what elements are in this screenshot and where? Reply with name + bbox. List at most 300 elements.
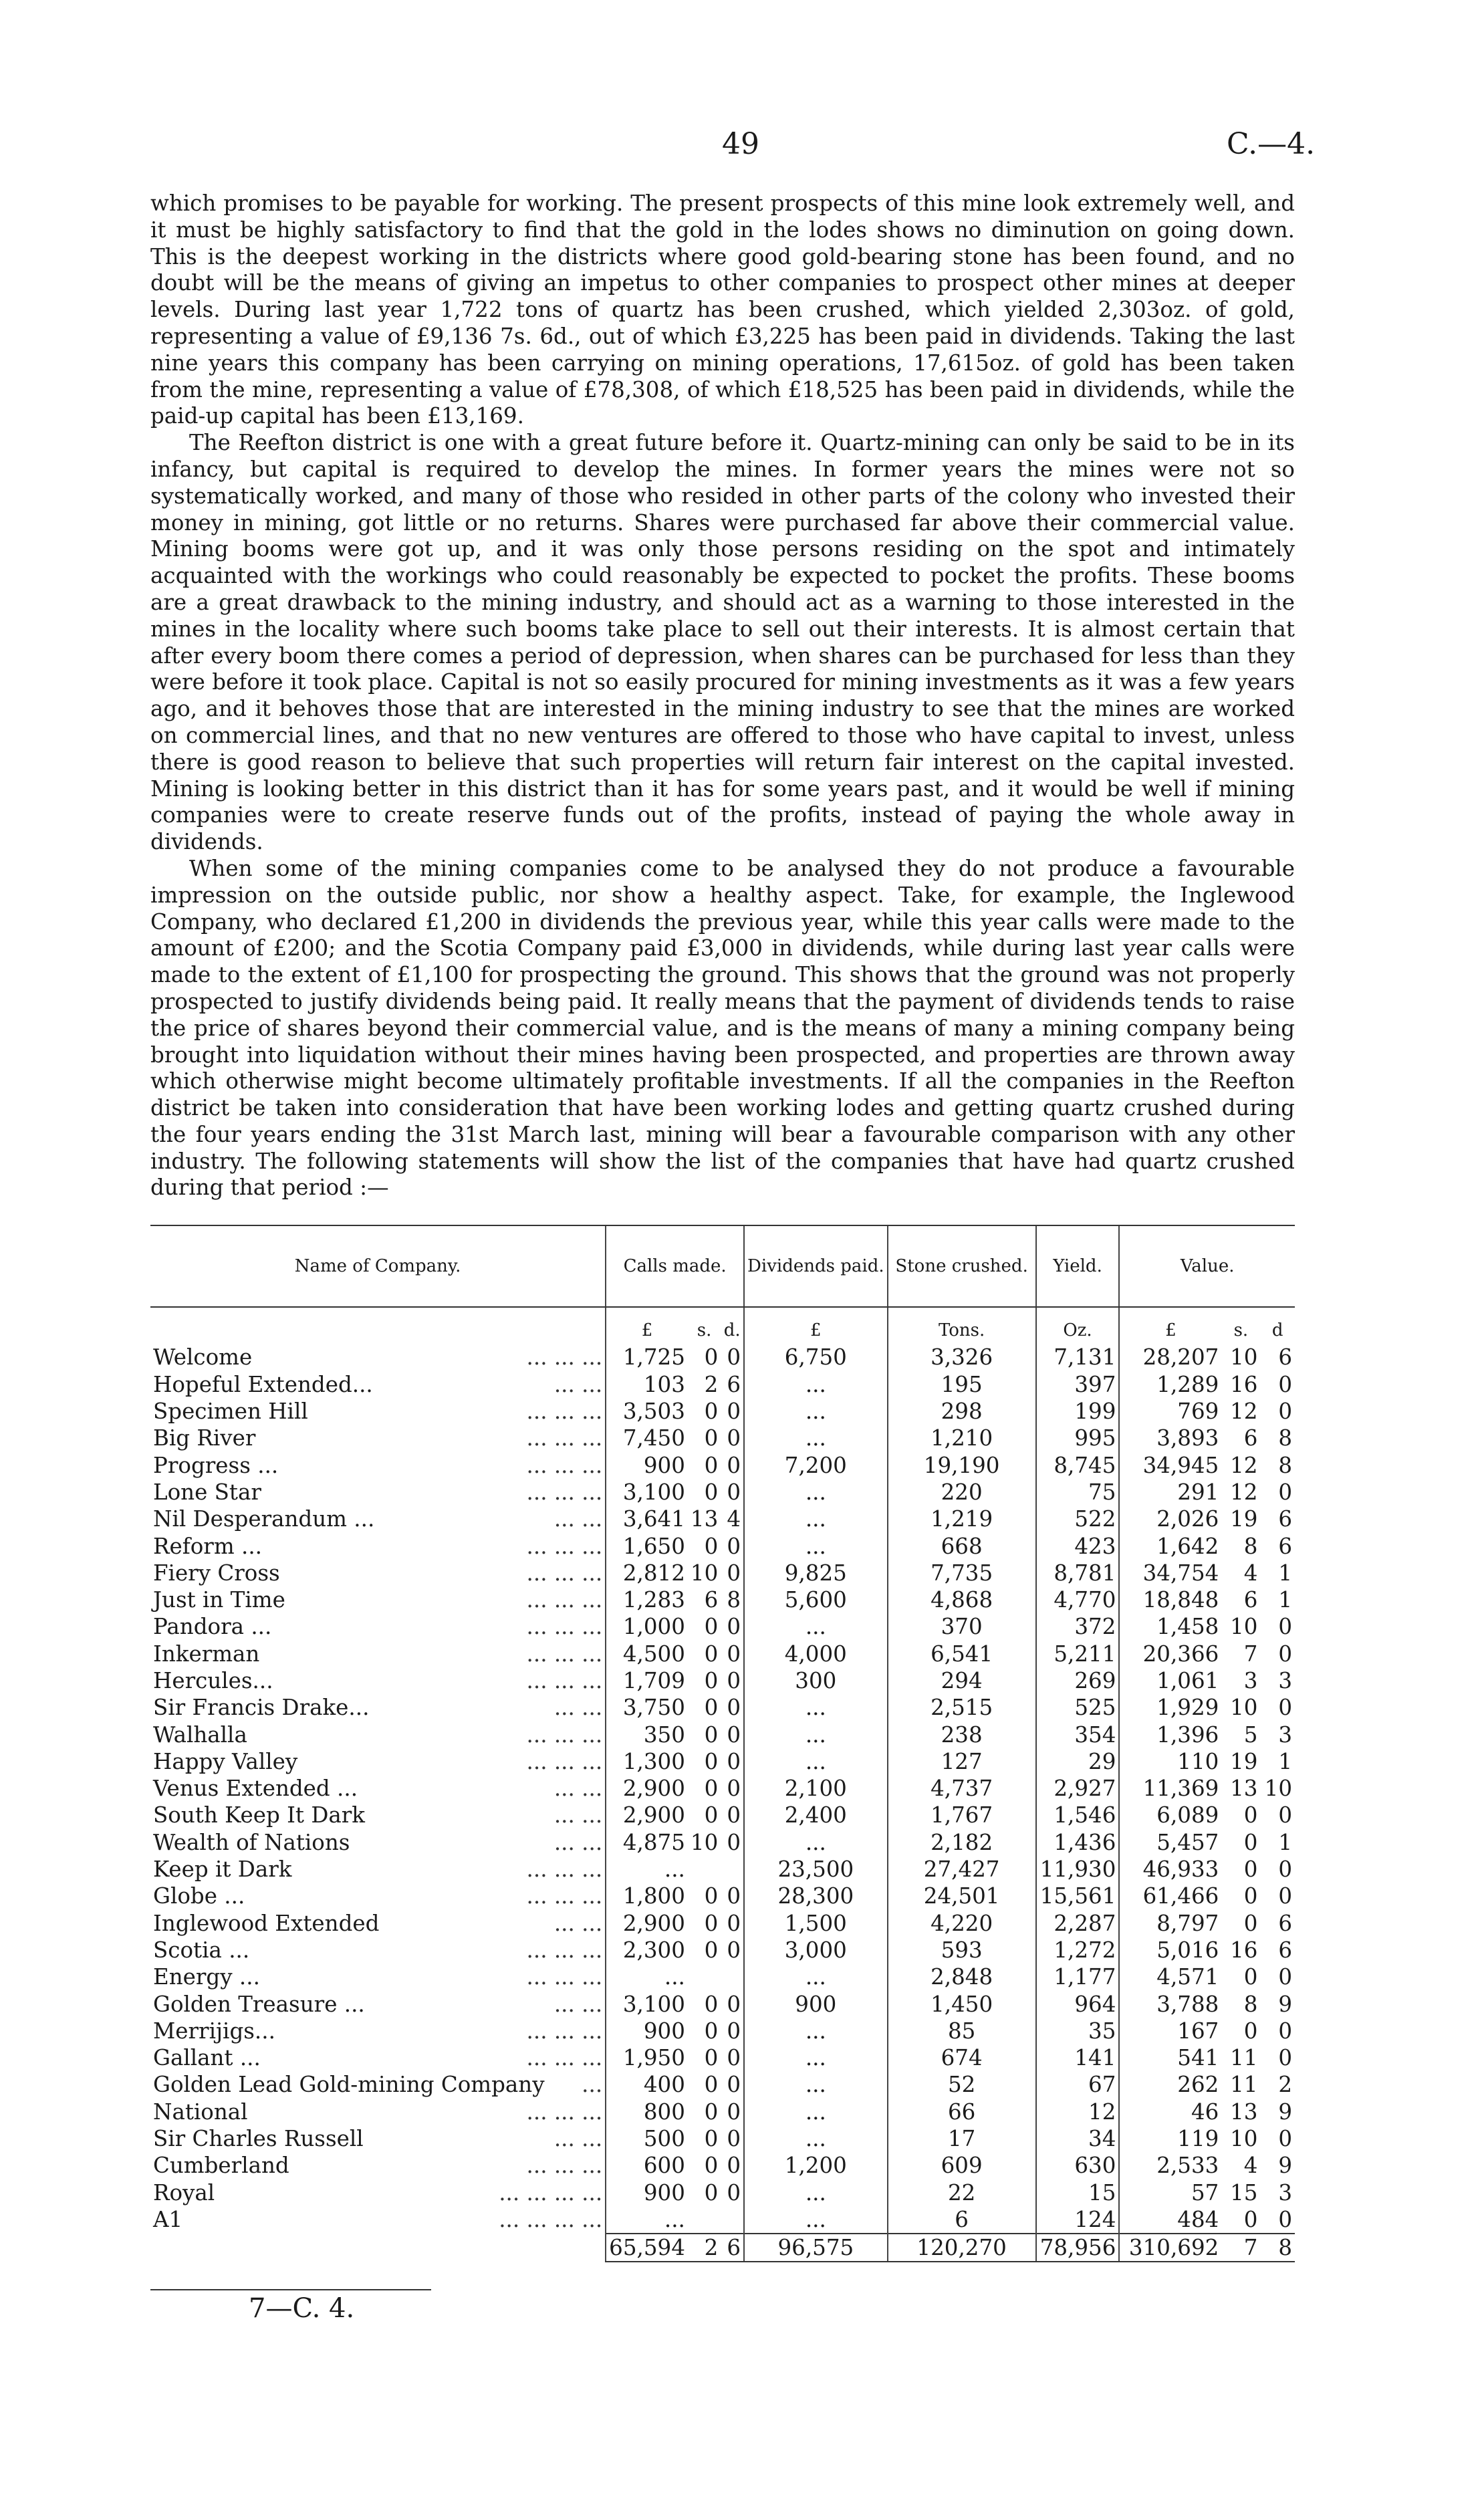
stone-crushed-cell: 1,767 bbox=[888, 1802, 1036, 1828]
company-name: Royal bbox=[153, 2179, 215, 2206]
yield-cell: 630 bbox=[1036, 2152, 1120, 2179]
calls-shillings-cell: 10 bbox=[690, 1560, 719, 1586]
value-pounds-cell: 3,893 bbox=[1119, 1425, 1221, 1451]
calls-pounds-cell: 1,300 bbox=[606, 1748, 688, 1775]
header-stone: Stone crushed. bbox=[888, 1225, 1036, 1307]
calls-pounds-cell: 2,812 bbox=[606, 1560, 688, 1586]
value-pence-cell: 2 bbox=[1278, 2072, 1292, 2098]
stone-crushed-cell: 220 bbox=[888, 1479, 1036, 1506]
company-name: Sir Charles Russell bbox=[153, 2126, 364, 2152]
yield-cell: 67 bbox=[1036, 2071, 1120, 2098]
calls-pence-cell: 0 bbox=[727, 1721, 741, 1748]
value-pence-cell: 3 bbox=[1278, 1721, 1292, 1748]
value-shillings-cell: 19 bbox=[1230, 1748, 1258, 1774]
companies-table bbox=[150, 1225, 1295, 2262]
value-shillings-cell: 6 bbox=[1243, 1587, 1258, 1613]
value-shillings-cell: 4 bbox=[1243, 2153, 1258, 2179]
company-name: South Keep It Dark bbox=[153, 1802, 365, 1828]
yield-cell: 269 bbox=[1036, 1667, 1120, 1694]
value-shillings-cell: 3 bbox=[1243, 1668, 1258, 1693]
paragraph-3: When some of the mining companies come to be analysed they do not produce a favourable impression on the outside public, nor show a healthy aspect. Take, for example, the Inglewood Company, who declared £1,200 in dividends the previous year, while this year calls were made to the amount of £200; and the Scotia Company paid £3,000 in dividends, while during last year calls were made to the extent of £1,100 for prospecting the ground. This shows that the ground was not properly prospected to justify dividends being paid. It really means that the payment of dividends tends to raise the price of shares beyond their commercial value, and is the means of many a mining company being brought into liquidation without their mines having been prospected, and properties are thrown away which otherwise might become ultimately profitable investments. If all the companies in the Reefton district be taken into consideration that have been working lodes and getting quartz crushed during the four years ending the 31st March last, mining will bear a favourable comparison with any other industry. The following statements will show the list of the companies that have had quartz crushed during that period :— bbox=[150, 855, 1295, 1201]
yield-cell: 2,287 bbox=[1036, 1910, 1120, 1937]
yield-cell: 35 bbox=[1036, 2018, 1120, 2044]
value-pence-cell: 9 bbox=[1278, 2099, 1292, 2125]
yield-cell: 995 bbox=[1036, 1425, 1120, 1451]
calls-pence-cell: 0 bbox=[727, 1748, 741, 1774]
stone-crushed-cell: 1,450 bbox=[888, 1990, 1036, 2017]
table-row bbox=[150, 1775, 1295, 1802]
calls-pounds-cell: 1,950 bbox=[606, 2044, 688, 2071]
calls-shillings-cell bbox=[688, 2206, 721, 2234]
company-name-cell bbox=[150, 2071, 606, 2098]
yield-cell: 8,745 bbox=[1036, 1451, 1120, 1478]
dot-leader: ... ... ... bbox=[526, 1937, 603, 1963]
company-name: Walhalla bbox=[153, 1721, 247, 1748]
company-name: Welcome bbox=[153, 1344, 253, 1370]
company-name-cell bbox=[150, 1910, 606, 1937]
dot-leader: ... ... ... bbox=[526, 1452, 603, 1478]
unit-value-pounds: £ bbox=[1119, 1307, 1221, 1344]
dividends-cell: 7,200 bbox=[744, 1451, 888, 1478]
company-name-cell bbox=[150, 1748, 606, 1775]
calls-pence-cell: 0 bbox=[727, 1776, 741, 1802]
value-pounds-cell: 20,366 bbox=[1119, 1641, 1221, 1667]
value-shillings-cell: 12 bbox=[1230, 1399, 1258, 1425]
calls-pounds-cell: 7,450 bbox=[606, 1425, 688, 1451]
value-pence-cell: 0 bbox=[1278, 2206, 1292, 2232]
value-shillings-cell: 0 bbox=[1243, 2018, 1258, 2044]
stone-crushed-cell: 2,182 bbox=[888, 1829, 1036, 1856]
document-code: C.—4. bbox=[1227, 127, 1316, 161]
company-name-cell bbox=[150, 1425, 606, 1451]
company-name-cell bbox=[150, 1721, 606, 1748]
dot-leader: ... ... ... bbox=[526, 1425, 603, 1451]
yield-cell: 522 bbox=[1036, 1506, 1120, 1532]
table-row bbox=[150, 1613, 1295, 1640]
paragraph-1: which promises to be payable for working. The present prospects of this mine look extremely well, and it must be highly satisfactory to find that the gold in the lodes shows no diminution on going down. This is the deepest working in the districts where good gold-bearing stone has been found, and no doubt will be the means of giving an impetus to other companies to prospect other mines at deeper levels. During last year 1,722 tons of quartz has been crushed, which yielded 2,303oz. of gold, representing a value of £9,136 7s. 6d., out of which £3,225 has been paid in dividends. Taking the last nine years this company has been carrying on mining operations, 17,615oz. of gold has been taken from the mine, representing a value of £78,308, of which £18,525 has been paid in dividends, while the paid-up capital has been £13,169. bbox=[150, 191, 1295, 429]
total-value-shillings: 7 bbox=[1221, 2234, 1260, 2262]
calls-shillings-cell: 0 bbox=[704, 1721, 719, 1748]
dot-leader: ... ... ... bbox=[526, 1560, 603, 1586]
value-pence-cell: 0 bbox=[1278, 1399, 1292, 1425]
calls-pounds-cell: ... bbox=[606, 2206, 688, 2234]
calls-pence-cell: 0 bbox=[727, 2018, 741, 2044]
calls-shillings-cell bbox=[688, 1963, 721, 1990]
value-shillings-cell: 6 bbox=[1243, 1425, 1258, 1451]
calls-pounds-cell: 4,500 bbox=[606, 1641, 688, 1667]
yield-cell: 1,436 bbox=[1036, 1829, 1120, 1856]
table-row bbox=[150, 1721, 1295, 1748]
dividends-cell: ... bbox=[744, 2071, 888, 2098]
dot-leader: ... ... ... bbox=[526, 2099, 603, 2125]
stone-crushed-cell: 17 bbox=[888, 2125, 1036, 2152]
calls-pence-cell: 0 bbox=[727, 1910, 741, 1936]
value-shillings-cell: 0 bbox=[1243, 1964, 1258, 1990]
dot-leader: ... ... bbox=[553, 1829, 603, 1855]
calls-pence-cell: 6 bbox=[727, 1371, 741, 1397]
value-pounds-cell: 119 bbox=[1119, 2125, 1221, 2152]
company-name: Inglewood Extended bbox=[153, 1910, 380, 1936]
value-pounds-cell: 541 bbox=[1119, 2044, 1221, 2071]
calls-shillings-cell: 0 bbox=[704, 2153, 719, 2179]
dot-leader: ... ... ... bbox=[526, 2045, 603, 2071]
yield-cell: 8,781 bbox=[1036, 1560, 1120, 1586]
table-row bbox=[150, 1425, 1295, 1451]
calls-shillings-cell: 0 bbox=[704, 1614, 719, 1640]
value-pounds-cell: 769 bbox=[1119, 1398, 1221, 1425]
stone-crushed-cell: 593 bbox=[888, 1937, 1036, 1963]
dividends-cell: ... bbox=[744, 2125, 888, 2152]
calls-pounds-cell: 3,750 bbox=[606, 1694, 688, 1721]
value-pounds-cell: 57 bbox=[1119, 2179, 1221, 2206]
dividends-cell: ... bbox=[744, 2044, 888, 2071]
dot-leader: ... ... ... bbox=[526, 1748, 603, 1774]
value-pounds-cell: 110 bbox=[1119, 1748, 1221, 1775]
value-pounds-cell: 484 bbox=[1119, 2206, 1221, 2234]
calls-shillings-cell: 0 bbox=[704, 2072, 719, 2098]
unit-dividends: £ bbox=[744, 1307, 888, 1344]
company-name-cell bbox=[150, 1479, 606, 1506]
dividends-cell: ... bbox=[744, 1963, 888, 1990]
dividends-cell: 4,000 bbox=[744, 1641, 888, 1667]
calls-pounds-cell: 1,650 bbox=[606, 1532, 688, 1559]
value-shillings-cell: 7 bbox=[1243, 1641, 1258, 1667]
company-name-cell bbox=[150, 1506, 606, 1532]
unit-value-pence: d bbox=[1271, 1320, 1283, 1341]
dividends-cell: 2,400 bbox=[744, 1802, 888, 1828]
yield-cell: 423 bbox=[1036, 1532, 1120, 1559]
value-pence-cell: 10 bbox=[1264, 1776, 1292, 1802]
company-name-cell bbox=[150, 1667, 606, 1694]
table-row bbox=[150, 1641, 1295, 1667]
value-shillings-cell: 4 bbox=[1243, 1560, 1258, 1586]
value-shillings-cell: 8 bbox=[1243, 1991, 1258, 2017]
calls-pounds-cell: 900 bbox=[606, 2179, 688, 2206]
dividends-cell: ... bbox=[744, 1829, 888, 1856]
dot-leader: ... ... ... bbox=[526, 1344, 603, 1370]
company-name: Scotia ... bbox=[153, 1937, 250, 1963]
total-value-pounds: 310,692 bbox=[1119, 2234, 1221, 2262]
calls-pence-cell: 0 bbox=[727, 2045, 741, 2071]
dot-leader: ... ... ... bbox=[526, 1668, 603, 1693]
dividends-cell: ... bbox=[744, 1479, 888, 1506]
calls-shillings-cell: 0 bbox=[704, 1802, 719, 1828]
calls-shillings-cell: 0 bbox=[704, 1641, 719, 1667]
company-name-cell bbox=[150, 1883, 606, 1909]
yield-cell: 7,131 bbox=[1036, 1344, 1120, 1370]
header-name: Name of Company. bbox=[150, 1225, 606, 1307]
table-row bbox=[150, 1560, 1295, 1586]
company-name: Golden Lead Gold-mining Company bbox=[153, 2072, 545, 2098]
value-shillings-cell: 8 bbox=[1243, 1533, 1258, 1559]
value-pence-cell: 9 bbox=[1278, 1991, 1292, 2017]
value-pounds-cell: 3,788 bbox=[1119, 1990, 1221, 2017]
value-pounds-cell: 34,754 bbox=[1119, 1560, 1221, 1586]
value-pounds-cell: 291 bbox=[1119, 1479, 1221, 1506]
company-name-cell bbox=[150, 1371, 606, 1398]
dot-leader: ... ... ... bbox=[526, 2153, 603, 2179]
dividends-cell: 3,000 bbox=[744, 1937, 888, 1963]
value-pounds-cell: 5,457 bbox=[1119, 1829, 1221, 1856]
unit-ounces: Oz. bbox=[1036, 1307, 1120, 1344]
dividends-cell: 1,200 bbox=[744, 2152, 888, 2179]
stone-crushed-cell: 6 bbox=[888, 2206, 1036, 2234]
value-pounds-cell: 18,848 bbox=[1119, 1586, 1221, 1613]
value-pence-cell: 6 bbox=[1278, 1910, 1292, 1936]
calls-pence-cell: 0 bbox=[727, 1452, 741, 1478]
value-shillings-cell: 0 bbox=[1243, 1857, 1258, 1883]
value-pence-cell: 1 bbox=[1278, 1587, 1292, 1613]
calls-shillings-cell: 0 bbox=[704, 1776, 719, 1802]
calls-pence-cell bbox=[721, 2206, 744, 2234]
stone-crushed-cell: 22 bbox=[888, 2179, 1036, 2206]
value-pence-cell: 8 bbox=[1278, 1425, 1292, 1451]
calls-pence-cell: 0 bbox=[727, 1829, 741, 1855]
dividends-cell: 5,600 bbox=[744, 1586, 888, 1613]
dividends-cell: 300 bbox=[744, 1667, 888, 1694]
calls-pounds-cell: 600 bbox=[606, 2152, 688, 2179]
dividends-cell: ... bbox=[744, 2099, 888, 2125]
value-shillings-cell: 11 bbox=[1230, 2072, 1258, 2098]
table-row bbox=[150, 1937, 1295, 1963]
calls-pence-cell: 0 bbox=[727, 2099, 741, 2125]
stone-crushed-cell: 3,326 bbox=[888, 1344, 1036, 1370]
value-pence-cell: 3 bbox=[1278, 2179, 1292, 2206]
company-name-cell bbox=[150, 1775, 606, 1802]
yield-cell: 1,546 bbox=[1036, 1802, 1120, 1828]
dot-leader: ... ... ... bbox=[526, 1614, 603, 1640]
table-row bbox=[150, 2018, 1295, 2044]
calls-shillings-cell: 0 bbox=[704, 1533, 719, 1559]
calls-pounds-cell: 1,283 bbox=[606, 1586, 688, 1613]
stone-crushed-cell: 195 bbox=[888, 1371, 1036, 1398]
unit-value-shillings: s. bbox=[1233, 1320, 1249, 1341]
value-shillings-cell: 10 bbox=[1230, 1614, 1258, 1640]
value-pounds-cell: 2,533 bbox=[1119, 2152, 1221, 2179]
table-row bbox=[150, 1829, 1295, 1856]
company-name-cell bbox=[150, 1829, 606, 1856]
company-name-cell bbox=[150, 1802, 606, 1828]
value-shillings-cell: 0 bbox=[1243, 1829, 1258, 1855]
company-name-cell bbox=[150, 1937, 606, 1963]
table-row bbox=[150, 1586, 1295, 1613]
dividends-cell: ... bbox=[744, 1721, 888, 1748]
paragraph-2: The Reefton district is one with a great future before it. Quartz-mining can only be said to be in its infancy, but capital is required to develop the mines. In former years the mines were not so systematically worked, and many of those who resided in other parts of the colony who invested their money in mining, got little or no returns. Shares were purchased far above their commercial value. Mining booms were got up, and it was only those persons residing on the spot and intimately acquainted with the workings who could reasonably be expected to pocket the profits. These booms are a great drawback to the mining industry, and should act as a warning to those interested in the mines in the locality where such booms take place to sell out their interests. It is almost certain that after every boom there comes a period of depression, when shares can be purchased for less than they were before it took place. Capital is not so easily procured for mining investments as it was a few years ago, and it behoves those that are interested in the mining industry to see that the mines are worked on commercial lines, and that no new ventures are offered to those who have capital to invest, unless there is good reason to believe that such properties will return fair interest on the capital invested. Mining is looking better in this district than it has for some years past, and it would be well if mining companies were to create reserve funds out of the profits, instead of paying the whole away in dividends. bbox=[150, 430, 1295, 855]
dividends-cell: 9,825 bbox=[744, 1560, 888, 1586]
calls-shillings-cell: 6 bbox=[704, 1587, 719, 1613]
yield-cell: 4,770 bbox=[1036, 1586, 1120, 1613]
dividends-cell: ... bbox=[744, 1398, 888, 1425]
dot-leader: ... ... ... bbox=[526, 1641, 603, 1667]
value-pounds-cell: 1,458 bbox=[1119, 1613, 1221, 1640]
table-row bbox=[150, 2044, 1295, 2071]
value-pounds-cell: 1,061 bbox=[1119, 1667, 1221, 1694]
stone-crushed-cell: 1,219 bbox=[888, 1506, 1036, 1532]
stone-crushed-cell: 238 bbox=[888, 1721, 1036, 1748]
header-value: Value. bbox=[1119, 1225, 1295, 1307]
header-calls: Calls made. bbox=[606, 1225, 744, 1307]
company-name-cell bbox=[150, 2206, 606, 2234]
value-pence-cell: 1 bbox=[1278, 1748, 1292, 1774]
calls-pounds-cell: 1,725 bbox=[606, 1344, 688, 1370]
value-pence-cell: 0 bbox=[1278, 1479, 1292, 1505]
calls-pounds-cell: 2,900 bbox=[606, 1802, 688, 1828]
company-name-cell bbox=[150, 1586, 606, 1613]
table-row bbox=[150, 1506, 1295, 1532]
company-name: Gallant ... bbox=[153, 2045, 261, 2071]
value-shillings-cell: 10 bbox=[1230, 2126, 1258, 2152]
calls-shillings-cell: 0 bbox=[704, 1452, 719, 1478]
calls-shillings-cell: 0 bbox=[704, 1937, 719, 1963]
value-pence-cell: 6 bbox=[1278, 1506, 1292, 1532]
table-row bbox=[150, 1694, 1295, 1721]
stone-crushed-cell: 609 bbox=[888, 2152, 1036, 2179]
company-name-cell bbox=[150, 2152, 606, 2179]
stone-crushed-cell: 2,515 bbox=[888, 1694, 1036, 1721]
dividends-cell: ... bbox=[744, 1371, 888, 1398]
value-shillings-cell: 10 bbox=[1230, 1695, 1258, 1721]
calls-pence-cell bbox=[721, 1963, 744, 1990]
stone-crushed-cell: 370 bbox=[888, 1613, 1036, 1640]
calls-pence-cell: 0 bbox=[727, 1802, 741, 1828]
yield-cell: 1,272 bbox=[1036, 1937, 1120, 1963]
company-name: Reform ... bbox=[153, 1533, 262, 1559]
yield-cell: 12 bbox=[1036, 2099, 1120, 2125]
yield-cell: 75 bbox=[1036, 1479, 1120, 1506]
total-calls-pounds: 65,594 bbox=[606, 2234, 688, 2262]
calls-shillings-cell: 0 bbox=[704, 1910, 719, 1936]
calls-shillings-cell: 0 bbox=[704, 2018, 719, 2044]
stone-crushed-cell: 27,427 bbox=[888, 1856, 1036, 1883]
unit-pence: d. bbox=[723, 1320, 741, 1341]
value-pounds-cell: 262 bbox=[1119, 2071, 1221, 2098]
unit-shillings: s. bbox=[697, 1320, 712, 1341]
yield-cell: 2,927 bbox=[1036, 1775, 1120, 1802]
stone-crushed-cell: 4,737 bbox=[888, 1775, 1036, 1802]
calls-pence-cell: 4 bbox=[727, 1506, 741, 1532]
table-row bbox=[150, 1398, 1295, 1425]
company-name-cell bbox=[150, 1641, 606, 1667]
calls-pence-cell bbox=[721, 1856, 744, 1883]
calls-shillings-cell: 0 bbox=[704, 2099, 719, 2125]
calls-pence-cell: 0 bbox=[727, 2153, 741, 2179]
dividends-cell: 28,300 bbox=[744, 1883, 888, 1909]
value-pounds-cell: 46,933 bbox=[1119, 1856, 1221, 1883]
value-pence-cell: 1 bbox=[1278, 1829, 1292, 1855]
calls-pence-cell: 0 bbox=[727, 1937, 741, 1963]
dot-leader: ... ... ... bbox=[526, 1479, 603, 1505]
company-name-cell bbox=[150, 2125, 606, 2152]
dot-leader: ... ... bbox=[553, 1910, 603, 1936]
calls-shillings-cell: 0 bbox=[704, 1344, 719, 1370]
yield-cell: 15 bbox=[1036, 2179, 1120, 2206]
calls-pounds-cell: 400 bbox=[606, 2071, 688, 2098]
value-shillings-cell: 13 bbox=[1230, 2099, 1258, 2125]
table-row bbox=[150, 1748, 1295, 1775]
company-name: Inkerman bbox=[153, 1641, 260, 1667]
value-pence-cell: 0 bbox=[1278, 1614, 1292, 1640]
value-pounds-cell: 8,797 bbox=[1119, 1910, 1221, 1937]
dot-leader: ... ... bbox=[553, 2126, 603, 2152]
calls-pence-cell: 0 bbox=[727, 1533, 741, 1559]
page-number: 49 bbox=[722, 127, 759, 161]
dot-leader: ... ... ... bbox=[526, 1857, 603, 1883]
table-row bbox=[150, 1451, 1295, 1478]
company-name-cell bbox=[150, 1398, 606, 1425]
dot-leader: ... ... ... bbox=[526, 1399, 603, 1425]
company-name: Wealth of Nations bbox=[153, 1829, 350, 1855]
table-row bbox=[150, 1856, 1295, 1883]
dividends-cell: 6,750 bbox=[744, 1344, 888, 1370]
dividends-cell: ... bbox=[744, 2206, 888, 2234]
dot-leader: ... ... ... bbox=[526, 1721, 603, 1748]
table-row bbox=[150, 1371, 1295, 1398]
value-pence-cell: 0 bbox=[1278, 1802, 1292, 1828]
calls-pence-cell: 0 bbox=[727, 2179, 741, 2206]
value-pounds-cell: 34,945 bbox=[1119, 1451, 1221, 1478]
table-header-row bbox=[150, 1225, 1295, 1307]
value-shillings-cell: 0 bbox=[1243, 1910, 1258, 1936]
value-pence-cell: 0 bbox=[1278, 1857, 1292, 1883]
stone-crushed-cell: 668 bbox=[888, 1532, 1036, 1559]
table-row bbox=[150, 2125, 1295, 2152]
company-name: Fiery Cross bbox=[153, 1560, 280, 1586]
dividends-cell: ... bbox=[744, 1613, 888, 1640]
calls-pounds-cell: 1,800 bbox=[606, 1883, 688, 1909]
value-pounds-cell: 5,016 bbox=[1119, 1937, 1221, 1963]
stone-crushed-cell: 85 bbox=[888, 2018, 1036, 2044]
header-yield: Yield. bbox=[1036, 1225, 1120, 1307]
dot-leader: ... ... bbox=[553, 1802, 603, 1828]
calls-shillings-cell: 0 bbox=[704, 2045, 719, 2071]
value-pence-cell: 6 bbox=[1278, 1533, 1292, 1559]
value-pounds-cell: 46 bbox=[1119, 2099, 1221, 2125]
yield-cell: 141 bbox=[1036, 2044, 1120, 2071]
total-calls-pence: 6 bbox=[721, 2234, 744, 2262]
company-name: Pandora ... bbox=[153, 1614, 272, 1640]
table-row bbox=[150, 1802, 1295, 1828]
dividends-cell: 2,100 bbox=[744, 1775, 888, 1802]
company-name-cell bbox=[150, 1990, 606, 2017]
value-pence-cell: 0 bbox=[1278, 2126, 1292, 2152]
total-calls-shillings: 2 bbox=[688, 2234, 721, 2262]
dividends-cell: ... bbox=[744, 1425, 888, 1451]
value-pounds-cell: 2,026 bbox=[1119, 1506, 1221, 1532]
dot-leader: ... ... ... bbox=[526, 1964, 603, 1990]
calls-pounds-cell: 3,641 bbox=[606, 1506, 688, 1532]
value-pence-cell: 0 bbox=[1278, 1371, 1292, 1397]
value-pounds-cell: 1,929 bbox=[1119, 1694, 1221, 1721]
company-name: National bbox=[153, 2099, 248, 2125]
calls-pounds-cell: 900 bbox=[606, 2018, 688, 2044]
calls-pence-cell: 0 bbox=[727, 2126, 741, 2152]
company-name: Golden Treasure ... bbox=[153, 1991, 365, 2017]
units-row bbox=[150, 1307, 1295, 1344]
yield-cell: 5,211 bbox=[1036, 1641, 1120, 1667]
stone-crushed-cell: 4,220 bbox=[888, 1910, 1036, 1937]
calls-pence-cell: 0 bbox=[727, 1479, 741, 1505]
table-row bbox=[150, 2206, 1295, 2234]
calls-shillings-cell: 0 bbox=[704, 1668, 719, 1693]
dot-leader: ... ... ... bbox=[526, 1587, 603, 1613]
total-dividends: 96,575 bbox=[744, 2234, 888, 2262]
calls-shillings-cell: 0 bbox=[704, 1399, 719, 1425]
dot-leader: ... ... ... ... bbox=[499, 2179, 603, 2206]
company-name-cell bbox=[150, 1532, 606, 1559]
yield-cell: 397 bbox=[1036, 1371, 1120, 1398]
stone-crushed-cell: 674 bbox=[888, 2044, 1036, 2071]
stone-crushed-cell: 127 bbox=[888, 1748, 1036, 1775]
